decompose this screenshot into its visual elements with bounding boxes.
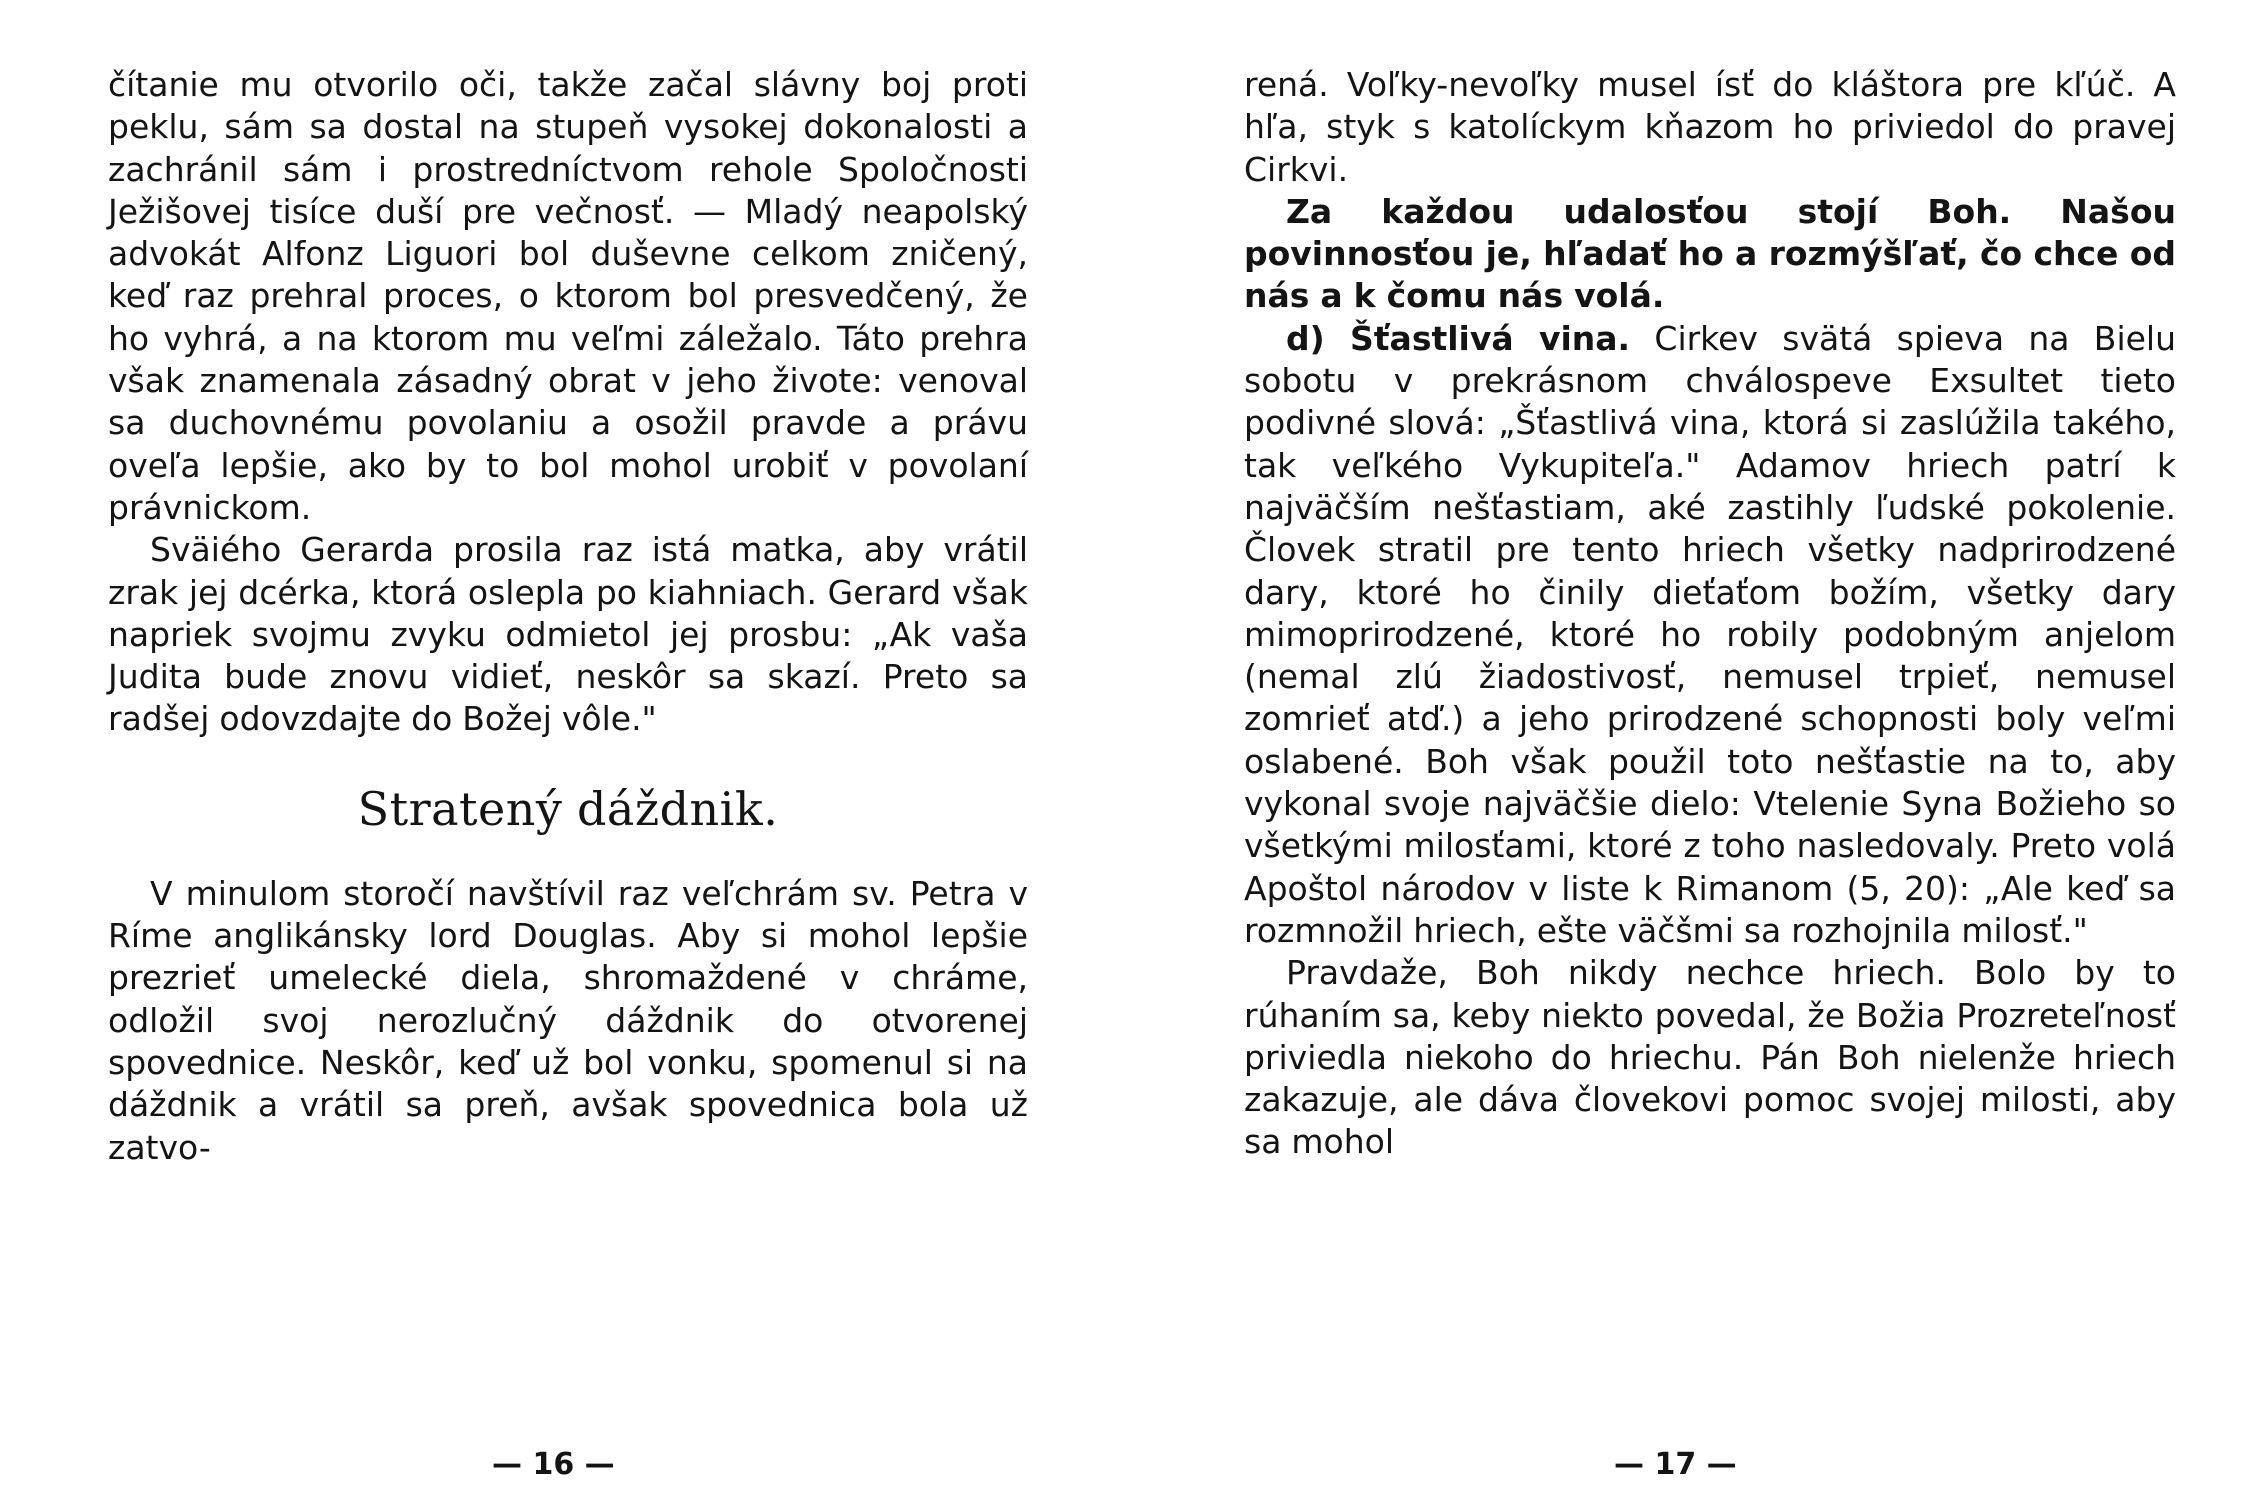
right-text-column xyxy=(1244,64,2176,1164)
page-number: — 16 — xyxy=(492,1447,615,1482)
paragraph: V minulom storočí navštívil raz veľchrám sv. Petra v Ríme anglikánsky lord Douglas. Aby si mohol lepšie prezrieť umelecké diela, shromaždené v chráme, odložil svoj nerozlučný dáždnik do otvorenej spovednice. Neskôr, keď už bol vonku, spomenul si na dáždnik a vrátil sa preň, avšak spovednica bola už zatvo- xyxy=(108,873,1028,1167)
paragraph: Sväiého Gerarda prosila raz istá matka, aby vrátil zrak jej dcérka, ktorá oslepla po kiahniach. Gerard však napriek svojmu zvyku odmietol jej prosbu: „Ak vaša Judita bude znovu vidieť, neskôr sa skazí. Preto sa radšej odovzdajte do Božej vôle." xyxy=(108,530,1028,739)
paragraph: rená. Voľky-nevoľky musel ísť do kláštora pre kľúč. A hľa, styk s katolíckym kňazom ho priviedol do pravej Cirkvi. xyxy=(1244,65,2176,189)
paragraph: Pravdaže, Boh nikdy nechce hriech. Bolo by to rúhaním sa, keby niekto povedal, že Božia Prozreteľnosť priviedla niekoho do hriechu. Pán Boh nielenže hriech zakazuje, ale dáva človekovi pomoc svojej milosti, aby sa mohol xyxy=(1244,953,2176,1162)
section-d-paragraph xyxy=(1244,318,2176,952)
left-text-column xyxy=(108,64,1028,1169)
paragraph: čítanie mu otvorilo oči, takže začal slávny boj proti peklu, sám sa dostal na stupeň vysokej dokonalosti a zachránil sám i prostredníctvom rehole Spoločnosti Ježišovej tisíce duší pre večnosť. — Mladý neapolský advokát Alfonz Liguori bol duševne celkom zničený, keď raz prehral proces, o ktorom bol presvedčený, že ho vyhrá, a na ktorom mu veľmi záležalo. Táto prehra však znamenala zásadný obrat v jeho živote: venoval sa duchovnému povolaniu a osožil pravde a právu oveľa lepšie, ako by to bol mohol urobiť v povolaní právnickom. xyxy=(108,65,1028,527)
page-number: — 17 — xyxy=(1614,1447,1737,1482)
section-d-text: Cirkev svätá spieva na Bielu sobotu v prekrásnom chválospeve Exsultet tieto podivné slová: „Šťastlivá vina, ktorá si zaslúžila takého, tak veľkého Vykupiteľa." Adamov hriech patrí k najväčším nešťastiam, aké zastihly ľudské pokolenie. Človek stratil pre tento hriech všetky nadprirodzené dary, ktoré ho činily dieťaťom božím, všetky dary mimoprirodzené, ktoré ho robily podobným anjelom (nemal zlú žiadostivosť, nemusel trpieť, nemusel zomrieť atď.) a jeho prirodzené schopnosti boly veľmi oslabené. Boh však použil toto nešťastie na to, aby vykonal svoje najväčšie dielo: Vtelenie Syna Božieho so všetkými milosťami, ktoré z toho nasledovaly. Preto volá Apoštol národov v liste k Rimanom (5, 20): „Ale keď sa rozmnožil hriech, ešte väčšmi sa rozhojnila milosť." xyxy=(1244,318,2177,950)
bold-emphasis-paragraph: Za každou udalosťou stojí Boh. Našou povinnosťou je, hľadať ho a rozmýšľať, čo chce od nás a k čomu nás volá. xyxy=(1244,191,2176,316)
section-heading: Stratený dáždnik. xyxy=(357,781,779,836)
section-d-label: d) Šťastlivá vina. xyxy=(1286,318,1631,358)
right-page xyxy=(1124,0,2248,1500)
